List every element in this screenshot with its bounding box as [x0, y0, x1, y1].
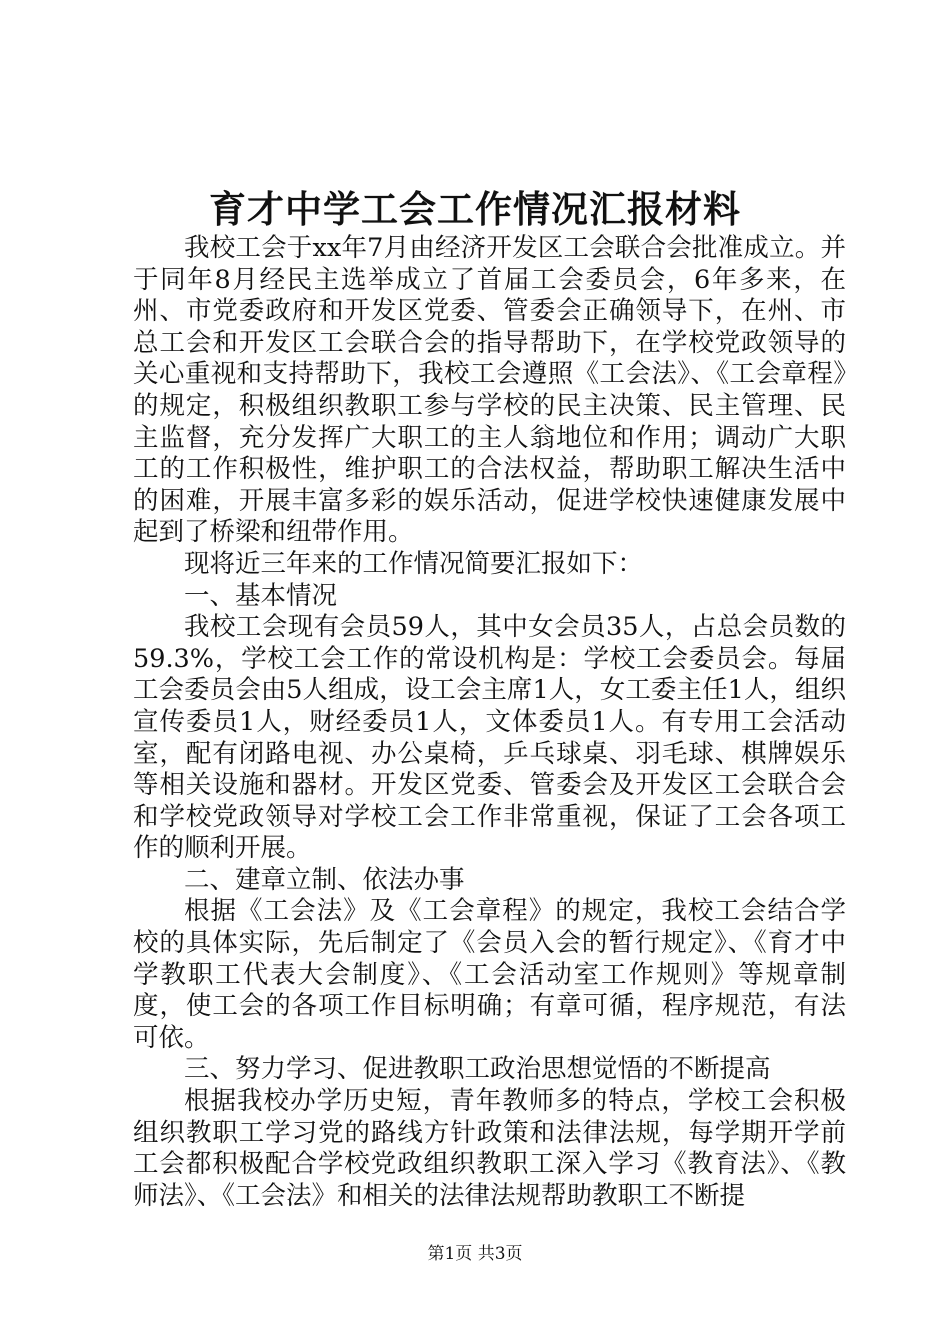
study-paragraph: 根据我校办学历史短，青年教师多的特点，学校工会积极组织教职工学习党的路线方针政策和法律法规，每学期开学前工会都积极配合学校党政组织教职工深入学习《教育法》、《教师法》、《工会法》和相关的法律法规帮助教职工不断提 [133, 1086, 846, 1211]
section-heading-regulations: 二、建章立制、依法办事 [184, 864, 465, 895]
summary-lead-paragraph: 现将近三年来的工作情况简要汇报如下： [184, 548, 644, 579]
intro-paragraph: 我校工会于xx年7月由经济开发区工会联合会批准成立。并于同年8月经民主选举成立了首届工会委员会，6年多来，在州、市党委政府和开发区党委、管委会正确领导下，在州、市总工会和开发区工会联合会的指导帮助下，在学校党政领导的关心重视和支持帮助下，我校工会遵照《工会法》、《工会章程》的规定，积极组织教职工参与学校的民主决策、民主管理、民主监督，充分发挥广大职工的主人翁地位和作用；调动广大职工的工作积极性，维护职工的合法权益，帮助职工解决生活中的困难，开展丰富多彩的娱乐活动，促进学校快速健康发展中起到了桥梁和纽带作用。 [133, 233, 846, 548]
basic-info-paragraph: 我校工会现有会员59人，其中女会员35人，占总会员数的59.3%，学校工会工作的常设机构是：学校工会委员会。每届工会委员会由5人组成，设工会主席1人，女工委主任1人，组织宣传委员1人，财经委员1人，文体委员1人。有专用工会活动室，配有闭路电视、办公桌椅，乒乓球桌、羽毛球、棋牌娱乐等相关设施和器材。开发区党委、管委会及开发区工会联合会和学校党政领导对学校工会工作非常重视，保证了工会各项工作的顺利开展。 [133, 612, 846, 864]
section-heading-basic-info: 一、基本情况 [184, 580, 338, 611]
section-heading-study: 三、努力学习、促进教职工政治思想觉悟的不断提高 [184, 1054, 771, 1085]
document-title: 育才中学工会工作情况汇报材料 [209, 187, 741, 231]
document-body [133, 233, 846, 1212]
regulations-paragraph: 根据《工会法》及《工会章程》的规定，我校工会结合学校的具体实际，先后制定了《会员入会的暂行规定》、《育才中学教职工代表大会制度》、《工会活动室工作规则》等规章制度，使工会的各项工作目标明确；有章可循，程序规范，有法可依。 [133, 896, 846, 1053]
page-footer: 第1页 共3页 [427, 1244, 523, 1264]
